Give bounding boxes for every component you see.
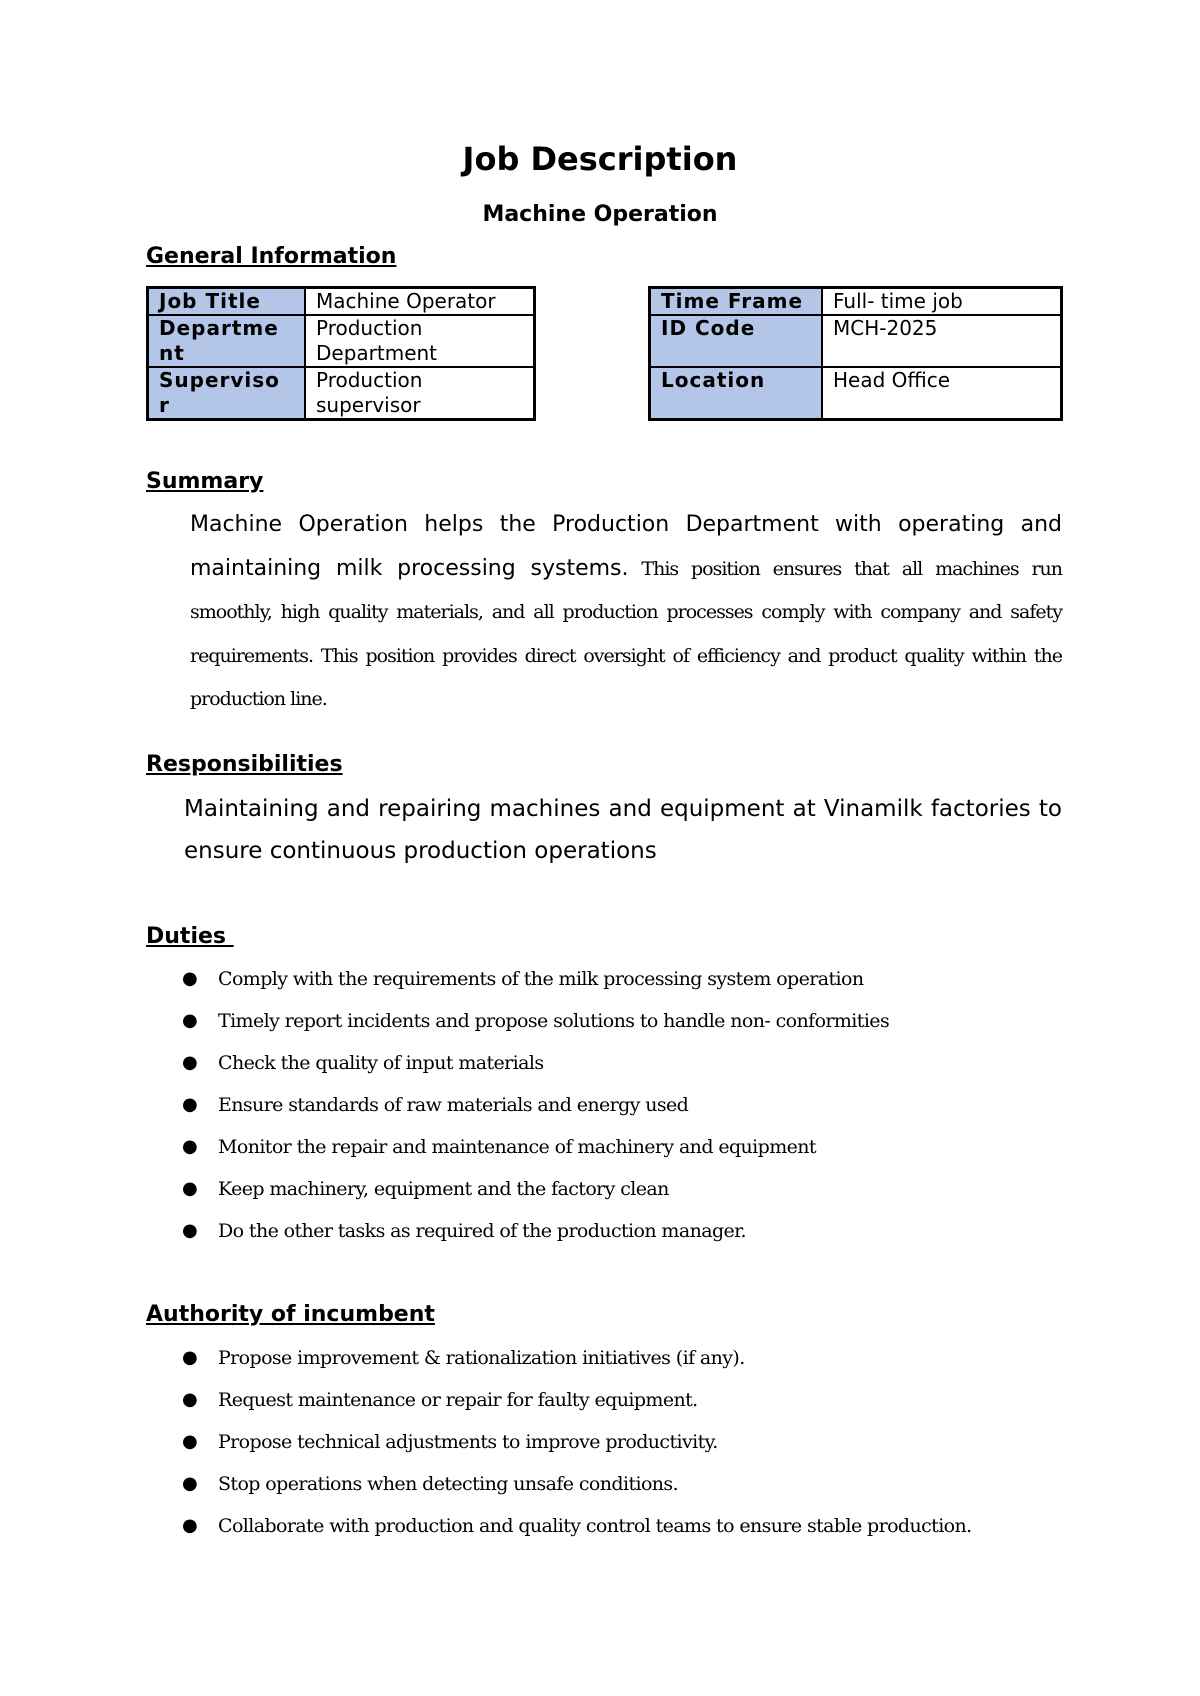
time-frame-label: Time Frame (650, 288, 823, 316)
bullet-icon: ● (182, 1178, 198, 1199)
responsibilities-text: Maintaining and repairing machines and equipment at Vinamilk factories to ensure continuous production operations (184, 796, 1062, 864)
general-info-table-right (648, 286, 1063, 421)
bullet-icon: ● (182, 968, 198, 989)
list-item (146, 1000, 889, 1042)
duty-text: Monitor the repair and maintenance of machinery and equipment (218, 1136, 816, 1158)
table-row (148, 315, 535, 367)
list-item (146, 1337, 972, 1379)
duty-text: Timely report incidents and propose solutions to handle non- conformities (218, 1010, 890, 1032)
summary-heading: Summary (146, 469, 264, 494)
department-value: Production Department (305, 315, 535, 367)
location-label: Location (650, 367, 823, 419)
bullet-icon: ● (182, 1094, 198, 1115)
duties-heading: Duties (146, 924, 234, 949)
location-value: Head Office (822, 367, 1062, 419)
duty-text: Comply with the requirements of the milk processing system operation (218, 968, 864, 990)
bullet-icon: ● (182, 1010, 198, 1031)
authority-heading: Authority of incumbent (146, 1302, 435, 1327)
duty-text: Ensure standards of raw materials and energy used (218, 1094, 689, 1116)
duties-list (146, 958, 889, 1252)
responsibilities-heading: Responsibilities (146, 752, 343, 777)
bullet-icon: ● (182, 1220, 198, 1241)
authority-text: Propose technical adjustments to improve productivity. (218, 1431, 718, 1453)
summary-paragraph (190, 504, 1062, 722)
table-row (650, 288, 1062, 316)
id-code-value: MCH-2025 (822, 315, 1062, 367)
table-row (650, 315, 1062, 367)
authority-text: Stop operations when detecting unsafe conditions. (218, 1473, 679, 1495)
bullet-icon: ● (182, 1515, 198, 1536)
table-row (148, 288, 535, 316)
authority-list (146, 1337, 972, 1547)
bullet-icon: ● (182, 1473, 198, 1494)
job-title-value: Machine Operator (305, 288, 535, 316)
list-item (146, 1042, 889, 1084)
table-row (148, 367, 535, 420)
supervisor-label: Superviso r (148, 367, 306, 420)
table-row (650, 367, 1062, 419)
summary-body-text: This position ensures that all machines run smoothly, high quality materials, and all production processes comply with company and safety requirements. This position provides direct oversight of efficiency and product quality within the production line. (190, 557, 1063, 710)
authority-text: Collaborate with production and quality control teams to ensure stable production. (218, 1515, 972, 1537)
list-item (146, 958, 889, 1000)
list-item (146, 1126, 889, 1168)
list-item (146, 1084, 889, 1126)
summary-lead-text: Machine Operation helps the Production Department with operating and maintaining milk processing systems. (190, 512, 1062, 581)
general-info-table-left (146, 286, 536, 421)
list-item (146, 1421, 972, 1463)
general-information-heading: General Information (146, 244, 397, 269)
bullet-icon: ● (182, 1136, 198, 1157)
duty-text: Do the other tasks as required of the production manager. (218, 1220, 746, 1242)
bullet-icon: ● (182, 1347, 198, 1368)
bullet-icon: ● (182, 1431, 198, 1452)
time-frame-value: Full- time job (822, 288, 1062, 316)
bullet-icon: ● (182, 1052, 198, 1073)
list-item (146, 1210, 889, 1252)
document-title: Job Description (462, 140, 738, 178)
list-item (146, 1168, 889, 1210)
duty-text: Keep machinery, equipment and the factory clean (218, 1178, 669, 1200)
job-title-label: Job Title (148, 288, 306, 316)
id-code-label: ID Code (650, 315, 823, 367)
authority-text: Request maintenance or repair for faulty equipment. (218, 1389, 698, 1411)
document-subtitle: Machine Operation (482, 202, 718, 227)
supervisor-value: Production supervisor (305, 367, 535, 420)
bullet-icon: ● (182, 1389, 198, 1410)
authority-text: Propose improvement & rationalization initiatives (if any). (218, 1347, 745, 1369)
list-item (146, 1379, 972, 1421)
department-label: Departme nt (148, 315, 306, 367)
list-item (146, 1463, 972, 1505)
list-item (146, 1505, 972, 1547)
duty-text: Check the quality of input materials (218, 1052, 544, 1074)
